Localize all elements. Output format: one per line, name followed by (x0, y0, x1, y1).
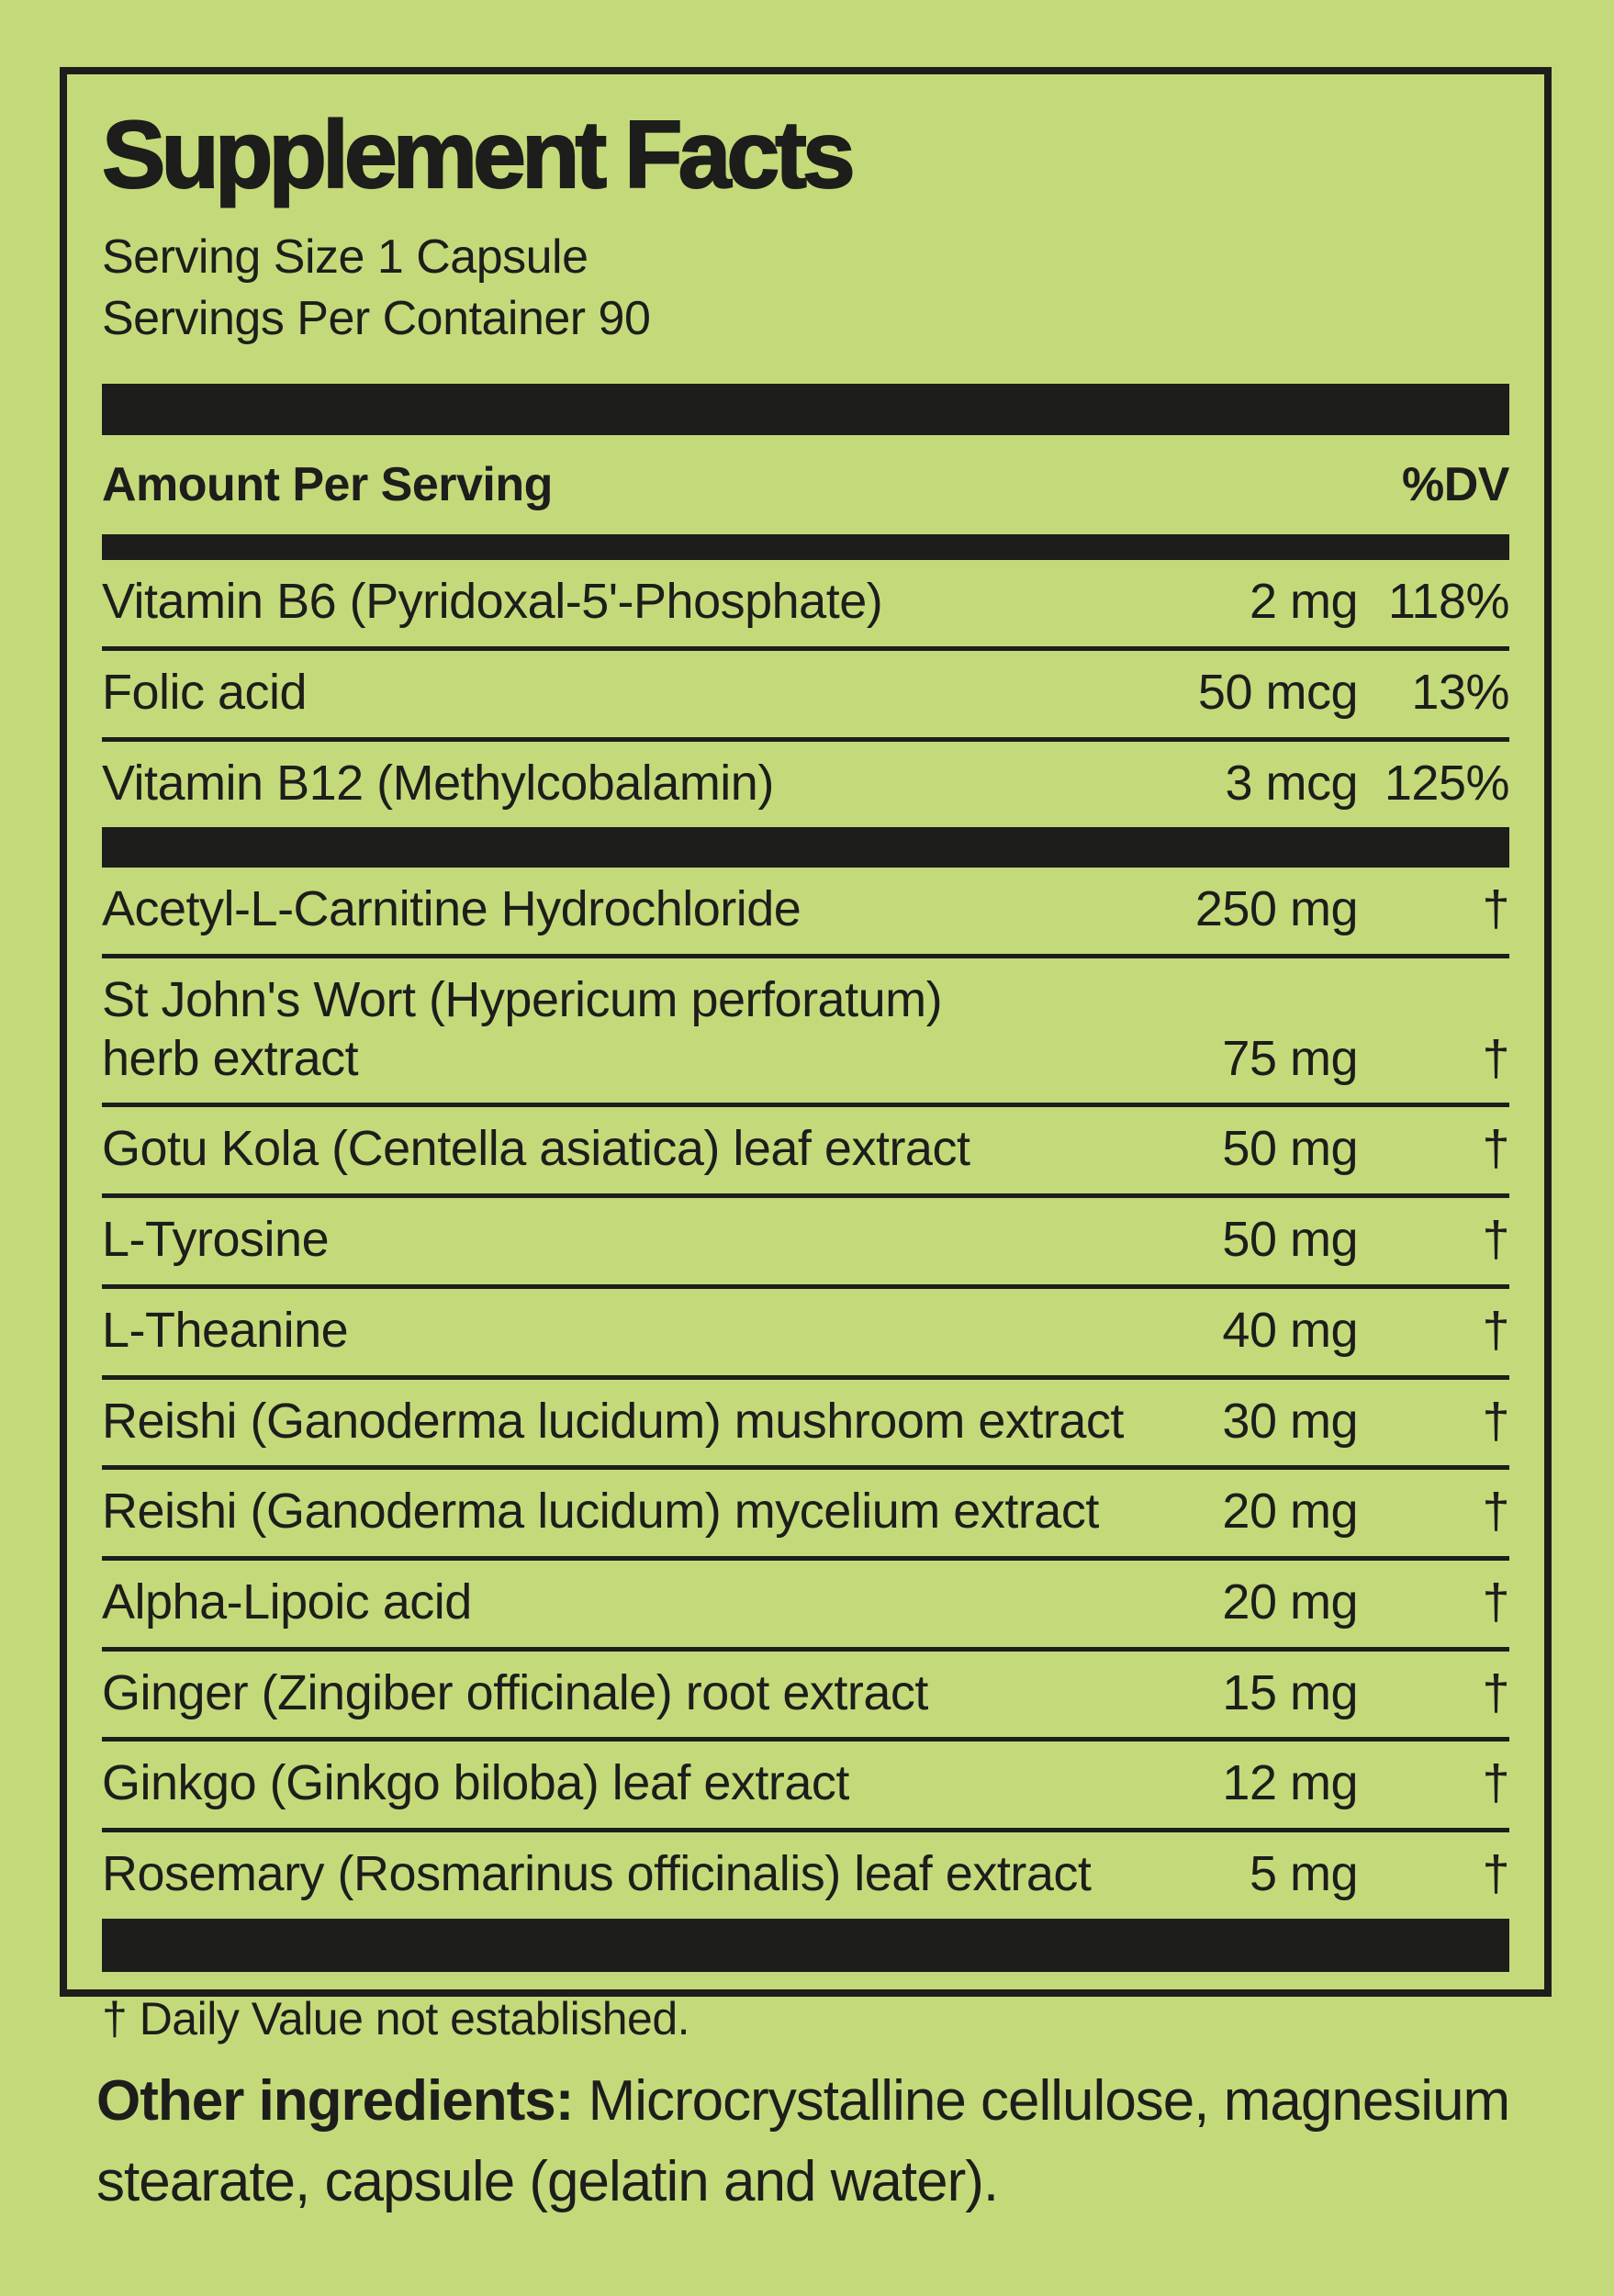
ingredient-amount: 2 mg (1249, 574, 1358, 630)
ingredient-name: Reishi (Ganoderma lucidum) mushroom extract (102, 1393, 1124, 1449)
ingredient-daily-value: † (1482, 1484, 1509, 1540)
ingredient-amount: 250 mg (1194, 881, 1358, 937)
ingredient-name: Ginkgo (Ginkgo biloba) leaf extract (102, 1755, 849, 1811)
ingredient-amount: 50 mg (1222, 1121, 1358, 1177)
daily-value-footnote: † Daily Value not established. (102, 1992, 690, 2044)
ingredient-daily-value: † (1482, 1121, 1509, 1177)
ingredient-name: St John's Wort (Hypericum perforatum) herb extract (102, 971, 943, 1086)
ingredient-daily-value: † (1482, 1755, 1509, 1811)
ingredient-daily-value: † (1482, 1664, 1509, 1720)
supplement-facts-panel (60, 67, 1552, 2044)
ingredient-name: Acetyl-L-Carnitine Hydrochloride (102, 881, 801, 937)
ingredient-name: L-Theanine (102, 1302, 349, 1358)
ingredient-daily-value: † (1482, 1393, 1509, 1449)
divider-bar-top (102, 384, 1509, 435)
ingredient-name: Ginger (Zingiber officinale) root extract (102, 1664, 928, 1720)
ingredient-amount: 20 mg (1222, 1484, 1358, 1540)
ingredient-row (102, 868, 1509, 954)
ingredient-amount: 40 mg (1222, 1302, 1358, 1358)
ingredient-amount: 75 mg (1222, 1030, 1358, 1086)
servings-per-container-text: Servings Per Container 90 (102, 291, 651, 345)
ingredient-name: Alpha-Lipoic acid (102, 1574, 472, 1630)
other-ingredients-text: Microcrystalline cellulose, magnesium stearate, capsule (gelatin and water). (96, 2069, 1510, 2214)
ingredient-row (102, 1375, 1509, 1466)
ingredient-name: Folic acid (102, 664, 308, 720)
ingredient-name: Rosemary (Rosmarinus officinalis) leaf extract (102, 1846, 1092, 1902)
panel-title: Supplement Facts (102, 102, 851, 208)
ingredient-row (102, 1647, 1509, 1738)
ingredient-row (102, 1465, 1509, 1556)
ingredient-daily-value: 125% (1384, 755, 1509, 811)
ingredient-row (102, 954, 1509, 1103)
ingredient-name: Reishi (Ganoderma lucidum) mycelium extract (102, 1484, 1099, 1540)
other-ingredients-label: Other ingredients: (96, 2069, 574, 2133)
ingredient-row (102, 1193, 1509, 1284)
ingredient-row (102, 1828, 1509, 1919)
ingredient-name: Gotu Kola (Centella asiatica) leaf extract (102, 1121, 970, 1177)
ingredient-row (102, 1284, 1509, 1375)
ingredient-amount: 50 mcg (1197, 664, 1358, 720)
divider-bar-bottom (102, 1919, 1509, 1972)
ingredient-name: L-Tyrosine (102, 1212, 330, 1268)
serving-size-text: Serving Size 1 Capsule (102, 230, 588, 284)
ingredient-daily-value: † (1482, 1302, 1509, 1358)
ingredient-amount: 3 mcg (1225, 755, 1358, 811)
ingredient-amount: 30 mg (1222, 1393, 1358, 1449)
ingredient-row (102, 1556, 1509, 1647)
ingredient-row (102, 737, 1509, 828)
ingredient-daily-value: † (1482, 1212, 1509, 1268)
ingredient-daily-value: † (1482, 1846, 1509, 1902)
ingredient-row (102, 646, 1509, 737)
ingredient-amount: 20 mg (1222, 1574, 1358, 1630)
ingredient-name: Vitamin B12 (Methylcobalamin) (102, 755, 774, 811)
ingredient-amount: 50 mg (1222, 1212, 1358, 1268)
other-ingredients (96, 2061, 1538, 2223)
divider-bar-header (102, 534, 1509, 560)
ingredient-daily-value: 118% (1387, 574, 1509, 630)
ingredient-daily-value: † (1482, 1574, 1509, 1630)
ingredient-amount: 12 mg (1222, 1755, 1358, 1811)
divider-bar-middle (102, 827, 1509, 868)
ingredient-row (102, 1737, 1509, 1828)
ingredient-amount: 5 mg (1249, 1846, 1358, 1902)
ingredient-name: Vitamin B6 (Pyridoxal-5'-Phosphate) (102, 574, 883, 630)
ingredient-row (102, 1103, 1509, 1193)
percent-dv-header: %DV (1402, 458, 1509, 512)
ingredient-daily-value: † (1482, 881, 1509, 937)
vitamin-rows-group (102, 560, 1509, 827)
ingredient-amount: 15 mg (1222, 1664, 1358, 1720)
ingredient-daily-value: 13% (1411, 664, 1509, 720)
amount-per-serving-header: Amount Per Serving (102, 458, 553, 512)
ingredient-daily-value: † (1482, 1030, 1509, 1086)
ingredient-row (102, 560, 1509, 646)
herbal-rows-group (102, 868, 1509, 1919)
table-header-row (102, 435, 1509, 534)
serving-info (102, 227, 1509, 349)
